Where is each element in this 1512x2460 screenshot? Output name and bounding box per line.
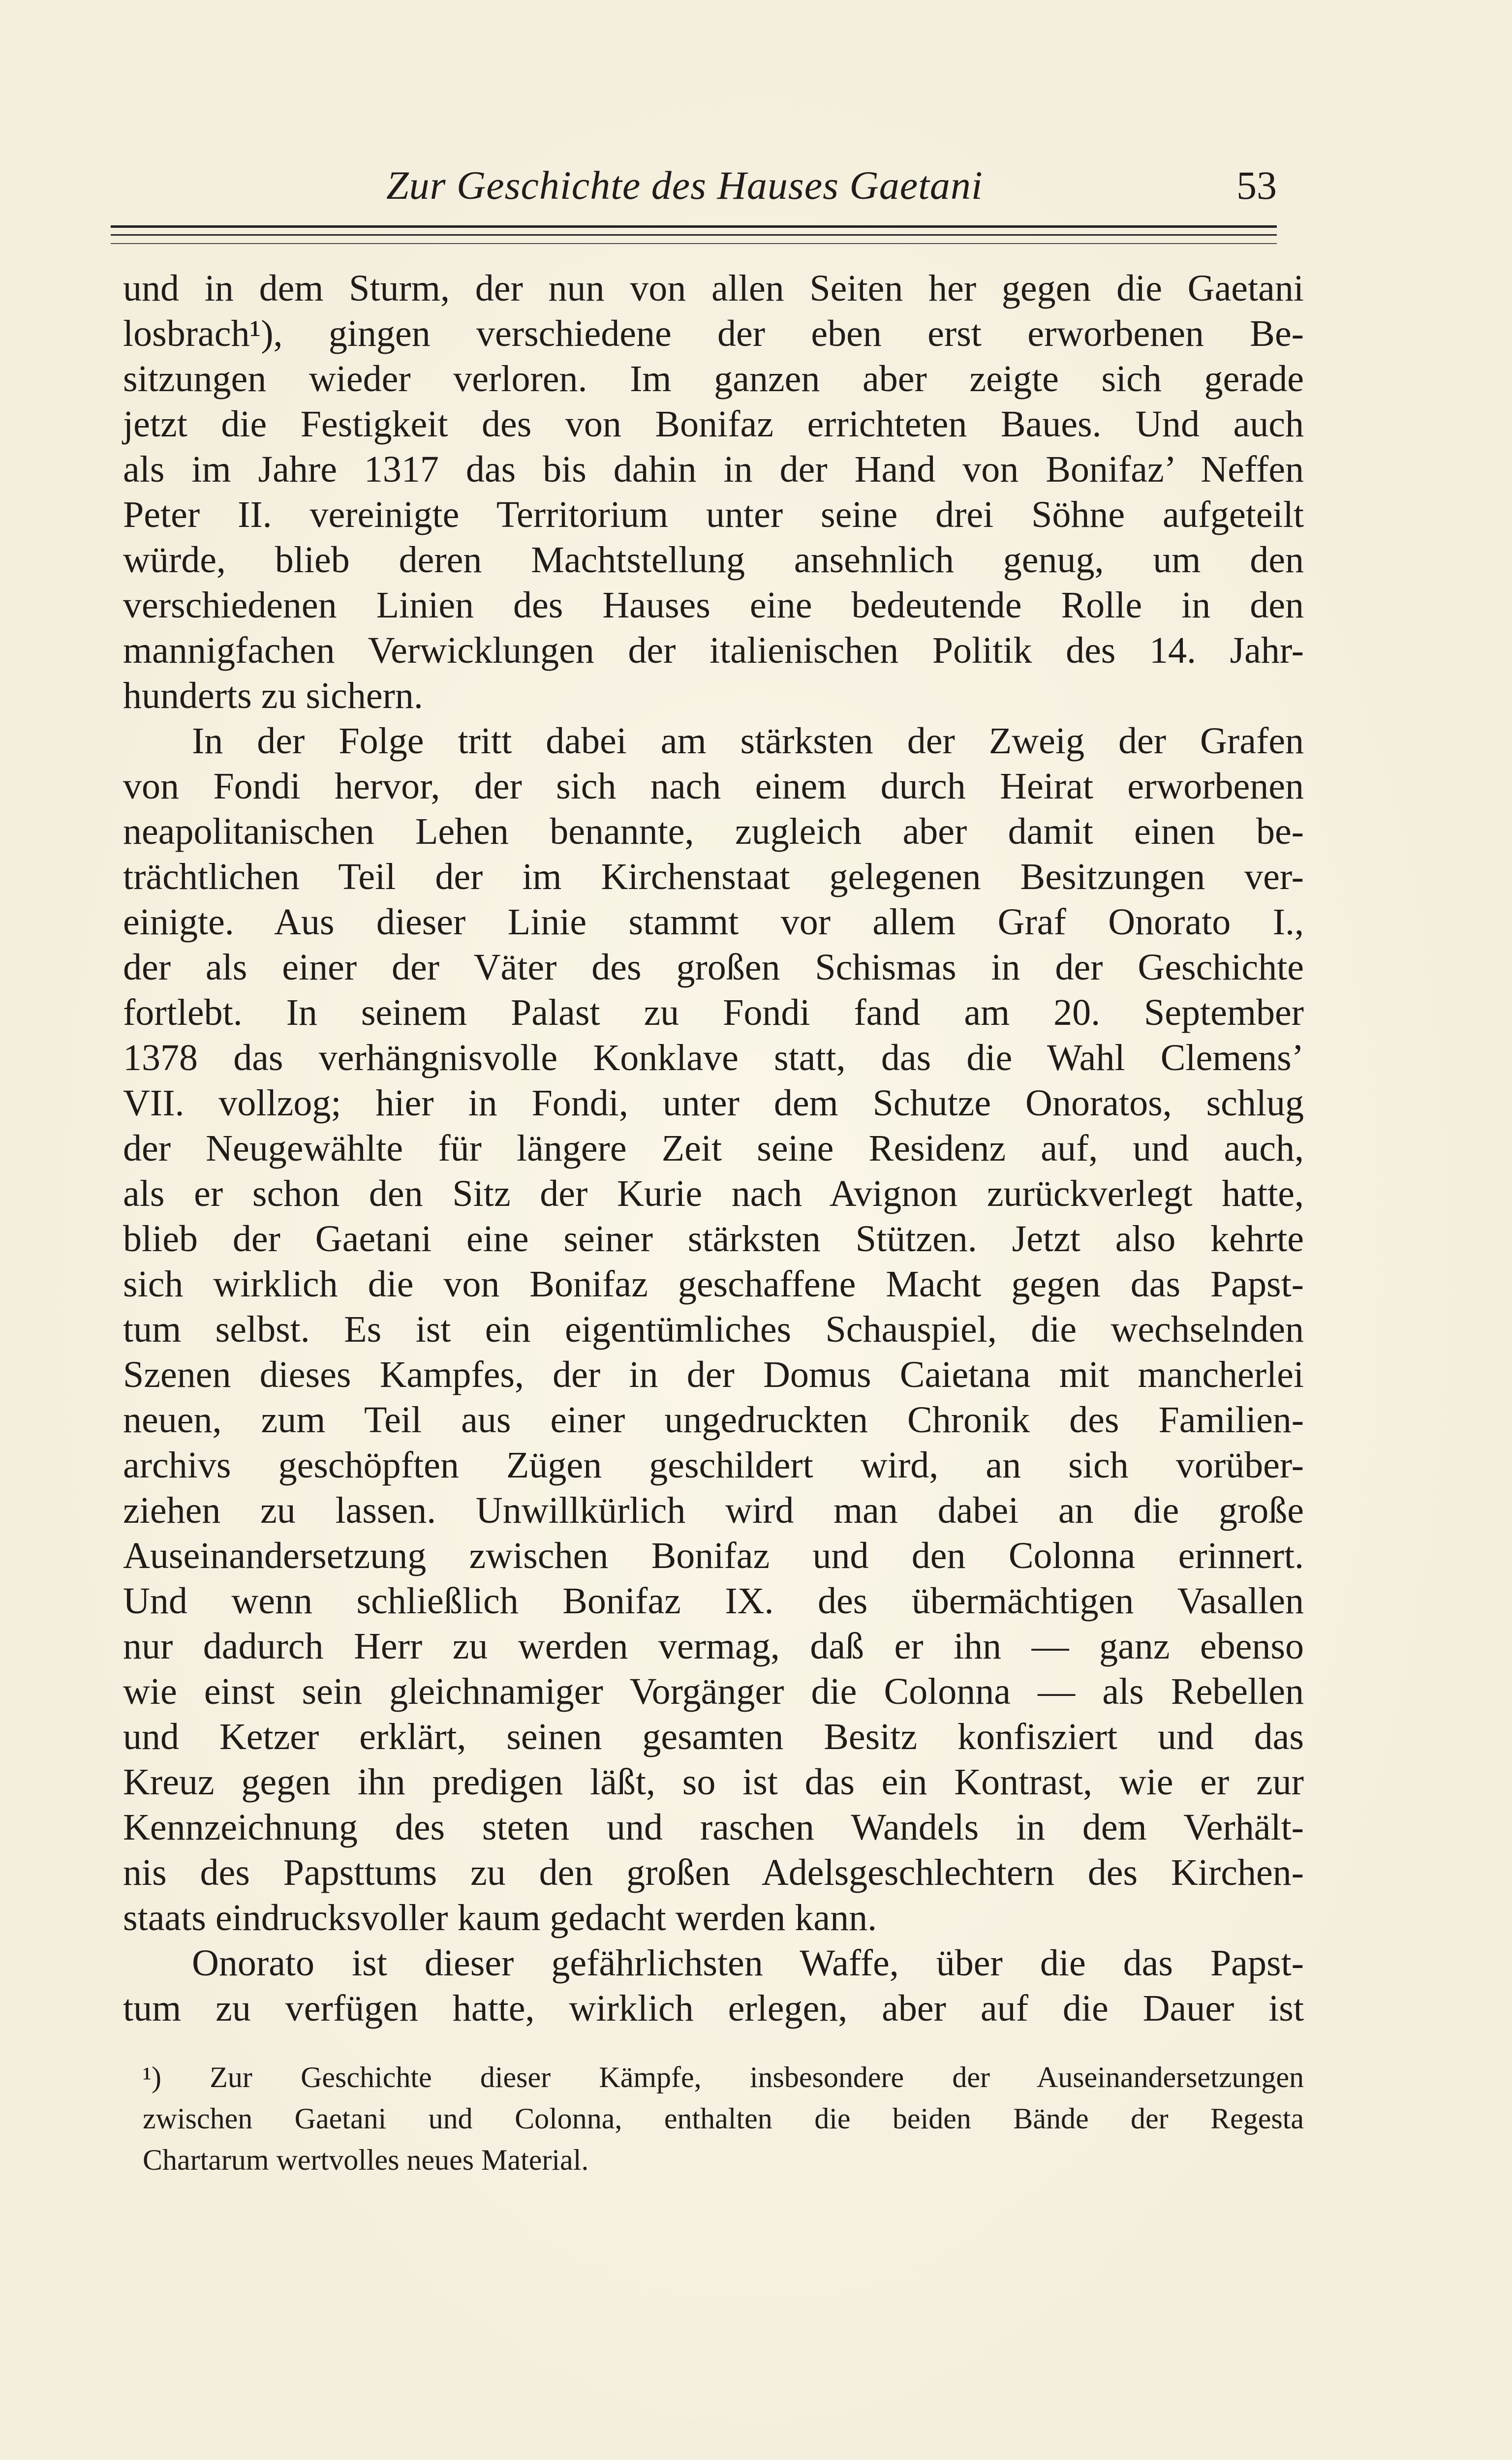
text-line: würde, blieb deren Machtstellung ansehnlich genug, um den	[123, 539, 1304, 581]
page-header	[111, 162, 1277, 221]
text-line: von Fondi hervor, der sich nach einem durch Heirat erworbenen	[123, 766, 1304, 807]
text-line: und Ketzer erklärt, seinen gesamten Besitz konfisziert und das	[123, 1716, 1304, 1757]
text-line: trächtlichen Teil der im Kirchenstaat gelegenen Besitzungen ver-	[123, 856, 1304, 897]
footnote-line: Chartarum wertvolles neues Material.	[143, 2144, 589, 2176]
text-line: fortlebt. In seinem Palast zu Fondi fand am 20. September	[123, 992, 1304, 1033]
text-line: Onorato ist dieser gefährlichsten Waffe, über die das Papst-	[192, 1942, 1304, 1984]
text-line: Kreuz gegen ihn predigen läßt, so ist das ein Kontrast, wie er zur	[123, 1761, 1304, 1803]
text-line: neapolitanischen Lehen benannte, zugleich aber damit einen be-	[123, 811, 1304, 852]
header-rule-middle	[111, 234, 1277, 236]
text-line: als er schon den Sitz der Kurie nach Avignon zurückverlegt hatte,	[123, 1173, 1304, 1214]
footnote-line: ¹) Zur Geschichte dieser Kämpfe, insbesondere der Auseinandersetzungen	[143, 2061, 1304, 2093]
running-title: Zur Geschichte des Hauses Gaetani	[386, 163, 983, 208]
text-line: sich wirklich die von Bonifaz geschaffene Macht gegen das Papst-	[123, 1263, 1304, 1305]
text-line: In der Folge tritt dabei am stärksten der Zweig der Grafen	[192, 720, 1304, 762]
header-rule-thin	[111, 243, 1277, 244]
text-line: verschiedenen Linien des Hauses eine bedeutende Rolle in den	[123, 584, 1304, 626]
text-line: ziehen zu lassen. Unwillkürlich wird man dabei an die große	[123, 1490, 1304, 1531]
text-line: tum selbst. Es ist ein eigentümliches Schauspiel, die wechselnden	[123, 1309, 1304, 1350]
text-line: tum zu verfügen hatte, wirklich erlegen, aber auf die Dauer ist	[123, 1988, 1304, 2029]
body-text	[123, 266, 1304, 2031]
text-line: der Neugewählte für längere Zeit seine Residenz auf, und auch,	[123, 1128, 1304, 1169]
text-line: jetzt die Festigkeit des von Bonifaz errichteten Baues. Und auch	[123, 403, 1304, 445]
text-line: blieb der Gaetani eine seiner stärksten Stützen. Jetzt also kehrte	[123, 1218, 1304, 1260]
text-line: Und wenn schließlich Bonifaz IX. des übermächtigen Vasallen	[123, 1580, 1304, 1622]
text-line: neuen, zum Teil aus einer ungedruckten Chronik des Familien-	[123, 1399, 1304, 1441]
text-line: wie einst sein gleichnamiger Vorgänger die Colonna — als Rebellen	[123, 1671, 1304, 1712]
text-line: hunderts zu sichern.	[123, 675, 423, 716]
page-number: 53	[1236, 163, 1277, 208]
text-line: VII. vollzog; hier in Fondi, unter dem Schutze Onoratos, schlug	[123, 1082, 1304, 1124]
footnote-line: zwischen Gaetani und Colonna, enthalten die beiden Bände der Regesta	[143, 2102, 1304, 2135]
text-line: 1378 das verhängnisvolle Konklave statt, das die Wahl Clemens’	[123, 1037, 1304, 1078]
text-line: mannigfachen Verwicklungen der italienischen Politik des 14. Jahr-	[123, 630, 1304, 671]
header-rule-thick	[111, 225, 1277, 228]
text-line: Auseinandersetzung zwischen Bonifaz und den Colonna erinnert.	[123, 1535, 1304, 1576]
text-line: als im Jahre 1317 das bis dahin in der Hand von Bonifaz’ Neffen	[123, 449, 1304, 490]
text-line: Kennzeichnung des steten und raschen Wandels in dem Verhält-	[123, 1807, 1304, 1848]
text-line: losbrach¹), gingen verschiedene der eben erst erworbenen Be-	[123, 313, 1304, 354]
text-line: nis des Papsttums zu den großen Adelsgeschlechtern des Kirchen-	[123, 1852, 1304, 1893]
text-line: Szenen dieses Kampfes, der in der Domus Caietana mit mancherlei	[123, 1354, 1304, 1395]
text-line: sitzungen wieder verloren. Im ganzen aber zeigte sich gerade	[123, 358, 1304, 400]
text-line: nur dadurch Herr zu werden vermag, daß er ihn — ganz ebenso	[123, 1626, 1304, 1667]
text-line: einigte. Aus dieser Linie stammt vor allem Graf Onorato I.,	[123, 901, 1304, 943]
text-line: archivs geschöpften Zügen geschildert wird, an sich vorüber-	[123, 1445, 1304, 1486]
text-line: staats eindrucksvoller kaum gedacht werden kann.	[123, 1897, 877, 1938]
footnote	[143, 2057, 1304, 2181]
text-line: und in dem Sturm, der nun von allen Seiten her gegen die Gaetani	[123, 268, 1304, 309]
text-line: Peter II. vereinigte Territorium unter seine drei Söhne aufgeteilt	[123, 494, 1304, 535]
text-line: der als einer der Väter des großen Schismas in der Geschichte	[123, 947, 1304, 988]
